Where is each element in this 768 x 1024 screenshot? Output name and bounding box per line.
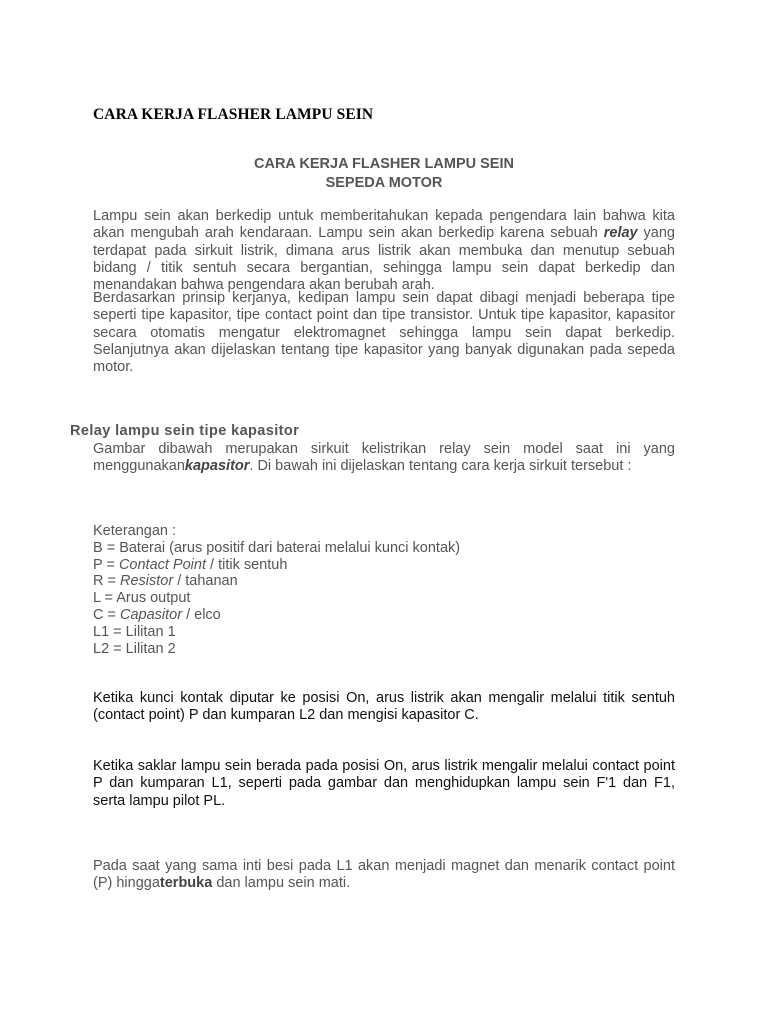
step3-text-b: dan lampu sein mati. [212,875,351,892]
section-text-b: . Di bawah ini dijelaskan tentang cara kerja sirkuit tersebut : [249,458,632,475]
legend-item-p [93,557,460,574]
legend-p-term: Contact Point [118,556,206,573]
intro-p1-text-b: yang terdapat pada sirkuit listrik, dimana arus listrik akan membuka dan menutup sebuah bidang / titik sentuh secara bergantian, sehingga lampu sein dapat berkedip dan menandakan bahwa pengendara akan berubah arah. [93,225,675,294]
legend-item-l: L = Arus output [93,590,191,607]
legend-r-prefix: R = [93,573,120,590]
legend-item-c [93,607,460,624]
legend-title: Keterangan : [93,523,177,539]
intro-paragraph-1 [93,208,675,294]
legend-p-suffix: / titik sentuh [206,556,288,573]
intro-p1-text-a: Lampu sein akan berkedip untuk memberitahukan kepada pengendara lain bahwa kita akan mengubah arah kendaraan. Lampu sein akan berkedip karena sebuah [93,208,675,242]
legend-item-l2: L2 = Lilitan 2 [93,640,176,657]
title-line-1: CARA KERJA FLASHER LAMPU SEIN [254,156,514,172]
terbuka-term: terbuka [159,875,213,892]
legend-r-term: Resistor [120,573,174,590]
legend-r-suffix: / tahanan [173,573,238,590]
document-title [93,155,675,193]
legend-list [93,523,460,657]
step-paragraph-1: Ketika kunci kontak diputar ke posisi On, arus listrik akan mengalir melalui titik sentuh (contact point) P dan kumparan L2 dan mengisi kapasitor C. [93,690,675,724]
relay-term: relay [603,225,638,242]
kapasitor-term: kapasitor [184,458,250,475]
legend-c-prefix: C = [93,606,120,623]
legend-p-prefix: P = [93,556,119,573]
step-paragraph-3 [93,858,675,893]
legend-item-l1: L1 = Lilitan 1 [93,623,176,640]
section-text-a: Gambar dibawah merupakan sirkuit kelistrikan relay sein model saat ini yang menggunakan [93,441,675,475]
legend-c-term: Capasitor [120,606,183,623]
legend-c-suffix: / elco [182,606,221,623]
legend-item-b: B = Baterai (arus positif dari baterai melalui kunci kontak) [93,539,461,556]
intro-paragraph-2: Berdasarkan prinsip kerjanya, kedipan lampu sein dapat dibagi menjadi beberapa tipe seperti tipe kapasitor, tipe contact point dan tipe transistor. Untuk tipe kapasitor, kapasitor secara otomatis mengatur elektromagnet sehingga lampu sein dapat berkedip. Selanjutnya akan dijelaskan tentang tipe kapasitor yang banyak digunakan pada sepeda motor. [93,290,675,376]
section-paragraph [93,441,675,476]
page-heading: CARA KERJA FLASHER LAMPU SEIN [93,106,374,123]
legend-item-r [93,573,460,590]
step-paragraph-2: Ketika saklar lampu sein berada pada posisi On, arus listrik mengalir melalui contact point P dan kumparan L1, seperti pada gambar dan menghidupkan lampu sein F'1 dan F1, serta lampu pilot PL. [93,758,675,809]
section-heading: Relay lampu sein tipe kapasitor [70,423,300,439]
title-line-2: SEPEDA MOTOR [325,175,443,191]
step3-text-a: Pada saat yang sama inti besi pada L1 akan menjadi magnet dan menarik contact point (P) hingga [93,858,675,892]
